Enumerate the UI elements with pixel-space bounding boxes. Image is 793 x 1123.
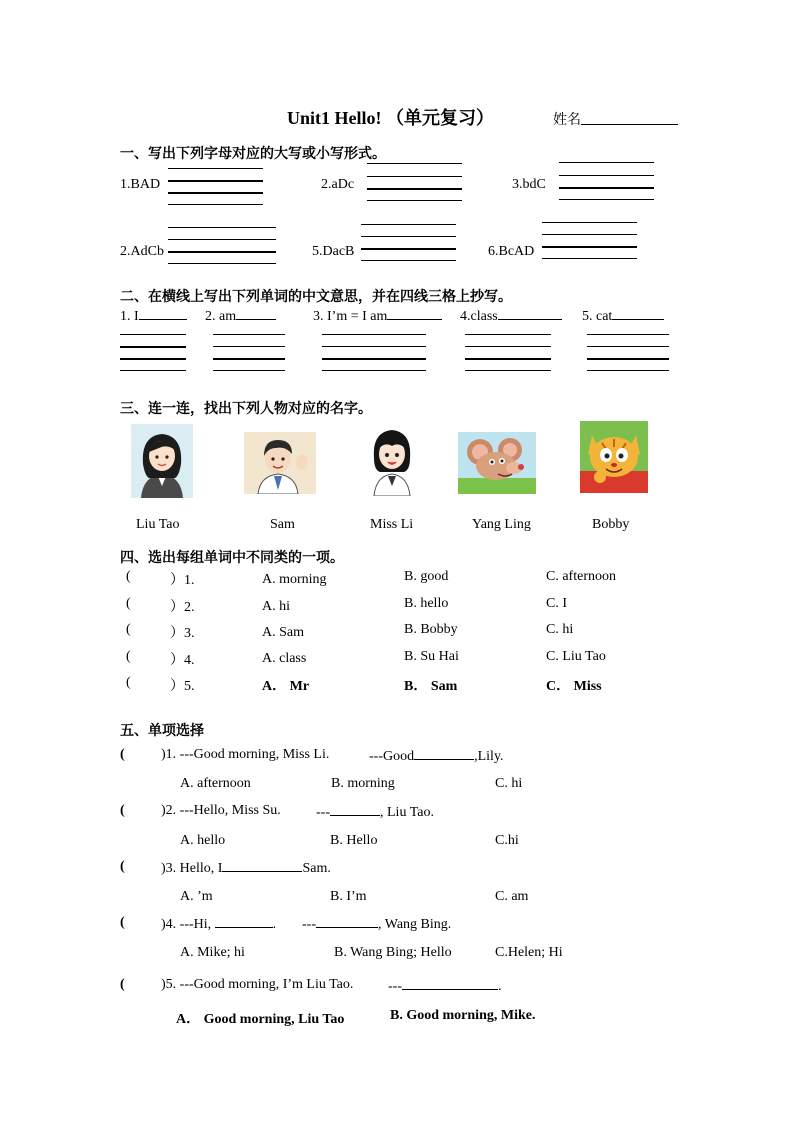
- s1-item-4: 2.AdCb: [120, 244, 164, 259]
- name-label: 姓名: [553, 112, 581, 128]
- s4-paren[interactable]: (: [126, 569, 131, 584]
- q5-answer: --- .: [388, 979, 502, 994]
- s4-option-b[interactable]: B． Sam: [404, 679, 458, 694]
- section1-heading: 一、写出下列字母对应的大写或小写形式。: [120, 146, 386, 162]
- s4-option-a[interactable]: A. Sam: [262, 625, 304, 640]
- s4-option-a[interactable]: A. hi: [262, 599, 290, 614]
- s4-num: ）3.: [170, 626, 195, 641]
- s4-option-c[interactable]: C． Miss: [546, 679, 602, 694]
- q1-option-a[interactable]: A. afternoon: [180, 776, 251, 791]
- s4-option-a[interactable]: A． Mr: [262, 679, 310, 694]
- mouse-icon[interactable]: [458, 432, 536, 494]
- s4-paren[interactable]: (: [126, 675, 131, 690]
- s1-item-2: 2.aDc: [321, 177, 355, 192]
- s2-item-1: 1. I: [120, 307, 187, 325]
- q1-option-b[interactable]: B. morning: [331, 776, 395, 791]
- s2-item-4: 4.class: [460, 307, 562, 325]
- s1-item-1: 1.BAD: [120, 177, 161, 192]
- cat-icon[interactable]: [580, 421, 648, 493]
- q3-option-a[interactable]: A. ’m: [180, 889, 213, 904]
- q4-answer: --- , Wang Bing.: [302, 917, 452, 932]
- s4-option-c[interactable]: C. I: [546, 596, 567, 611]
- s1-item-3: 3.bdC: [512, 177, 546, 192]
- s4-num: ）2.: [170, 600, 195, 615]
- s4-num: ）5.: [170, 679, 195, 694]
- s1-item-6: 6.BcAD: [488, 244, 535, 259]
- girl-teacher-icon[interactable]: [131, 424, 193, 498]
- q-paren[interactable]: (: [120, 977, 125, 992]
- q2-option-c[interactable]: C.hi: [495, 833, 519, 848]
- q2-answer: --- , Liu Tao.: [316, 805, 434, 820]
- q2-text: )2. ---Hello, Miss Su.: [161, 803, 281, 818]
- name-liu-tao[interactable]: Liu Tao: [136, 517, 180, 532]
- section3-heading: 三、连一连，找出下列人物对应的名字。: [120, 401, 372, 417]
- section2-heading: 二、在横线上写出下列单词的中文意思，并在四线三格上抄写。: [120, 289, 512, 305]
- s4-num: ）1.: [170, 573, 195, 588]
- section5-heading: 五、单项选择: [120, 723, 204, 739]
- boy-waving-icon[interactable]: [244, 432, 316, 494]
- s4-option-b[interactable]: B. Bobby: [404, 622, 458, 637]
- name-sam[interactable]: Sam: [270, 517, 295, 532]
- s4-option-b[interactable]: B. Su Hai: [404, 649, 459, 664]
- q-paren[interactable]: (: [120, 859, 125, 874]
- s4-num: ）4.: [170, 653, 195, 668]
- q5-option-a[interactable]: A． Good morning, Liu Tao: [176, 1012, 345, 1027]
- q-paren[interactable]: (: [120, 747, 125, 762]
- s1-item-5: 5.DacB: [312, 244, 355, 259]
- q4-text: )4. ---Hi, .: [161, 917, 277, 932]
- q-paren[interactable]: (: [120, 915, 125, 930]
- q4-option-b[interactable]: B. Wang Bing; Hello: [334, 945, 452, 960]
- s4-option-b[interactable]: B. good: [404, 569, 449, 584]
- q5-option-b[interactable]: B. Good morning, Mike.: [390, 1008, 536, 1023]
- section4-heading: 四、选出每组单词中不同类的一项。: [120, 550, 344, 566]
- q2-option-b[interactable]: B. Hello: [330, 833, 378, 848]
- name-bobby[interactable]: Bobby: [592, 517, 630, 532]
- name-yang-ling[interactable]: Yang Ling: [472, 517, 531, 532]
- s2-item-2: 2. am: [205, 307, 276, 325]
- girl-student-icon[interactable]: [366, 424, 418, 496]
- s4-paren[interactable]: (: [126, 596, 131, 611]
- q1-text: )1. ---Good morning, Miss Li.: [161, 747, 330, 762]
- s2-item-3: 3. I’m = I am: [313, 307, 442, 325]
- s4-option-c[interactable]: C. hi: [546, 622, 574, 637]
- page-title: Unit1 Hello! （单元复习）: [287, 108, 494, 128]
- q3-option-c[interactable]: C. am: [495, 889, 529, 904]
- s4-option-a[interactable]: A. class: [262, 651, 307, 666]
- q3-text: )3. Hello, I Sam.: [161, 861, 331, 876]
- q1-answer: ---Good ,Lily.: [369, 749, 504, 764]
- s4-paren[interactable]: (: [126, 649, 131, 664]
- q4-option-c[interactable]: C.Helen; Hi: [495, 945, 563, 960]
- q3-option-b[interactable]: B. I’m: [330, 889, 367, 904]
- q5-text: )5. ---Good morning, I’m Liu Tao.: [161, 977, 354, 992]
- q2-option-a[interactable]: A. hello: [180, 833, 226, 848]
- s4-option-c[interactable]: C. Liu Tao: [546, 649, 606, 664]
- s4-paren[interactable]: (: [126, 622, 131, 637]
- s4-option-c[interactable]: C. afternoon: [546, 569, 616, 584]
- q4-option-a[interactable]: A. Mike; hi: [180, 945, 245, 960]
- s4-option-a[interactable]: A. morning: [262, 572, 327, 587]
- s2-item-5: 5. cat: [582, 307, 664, 325]
- s4-option-b[interactable]: B. hello: [404, 596, 449, 611]
- q1-option-c[interactable]: C. hi: [495, 776, 523, 791]
- q-paren[interactable]: (: [120, 803, 125, 818]
- name-miss-li[interactable]: Miss Li: [370, 517, 414, 532]
- name-blank[interactable]: [581, 124, 678, 125]
